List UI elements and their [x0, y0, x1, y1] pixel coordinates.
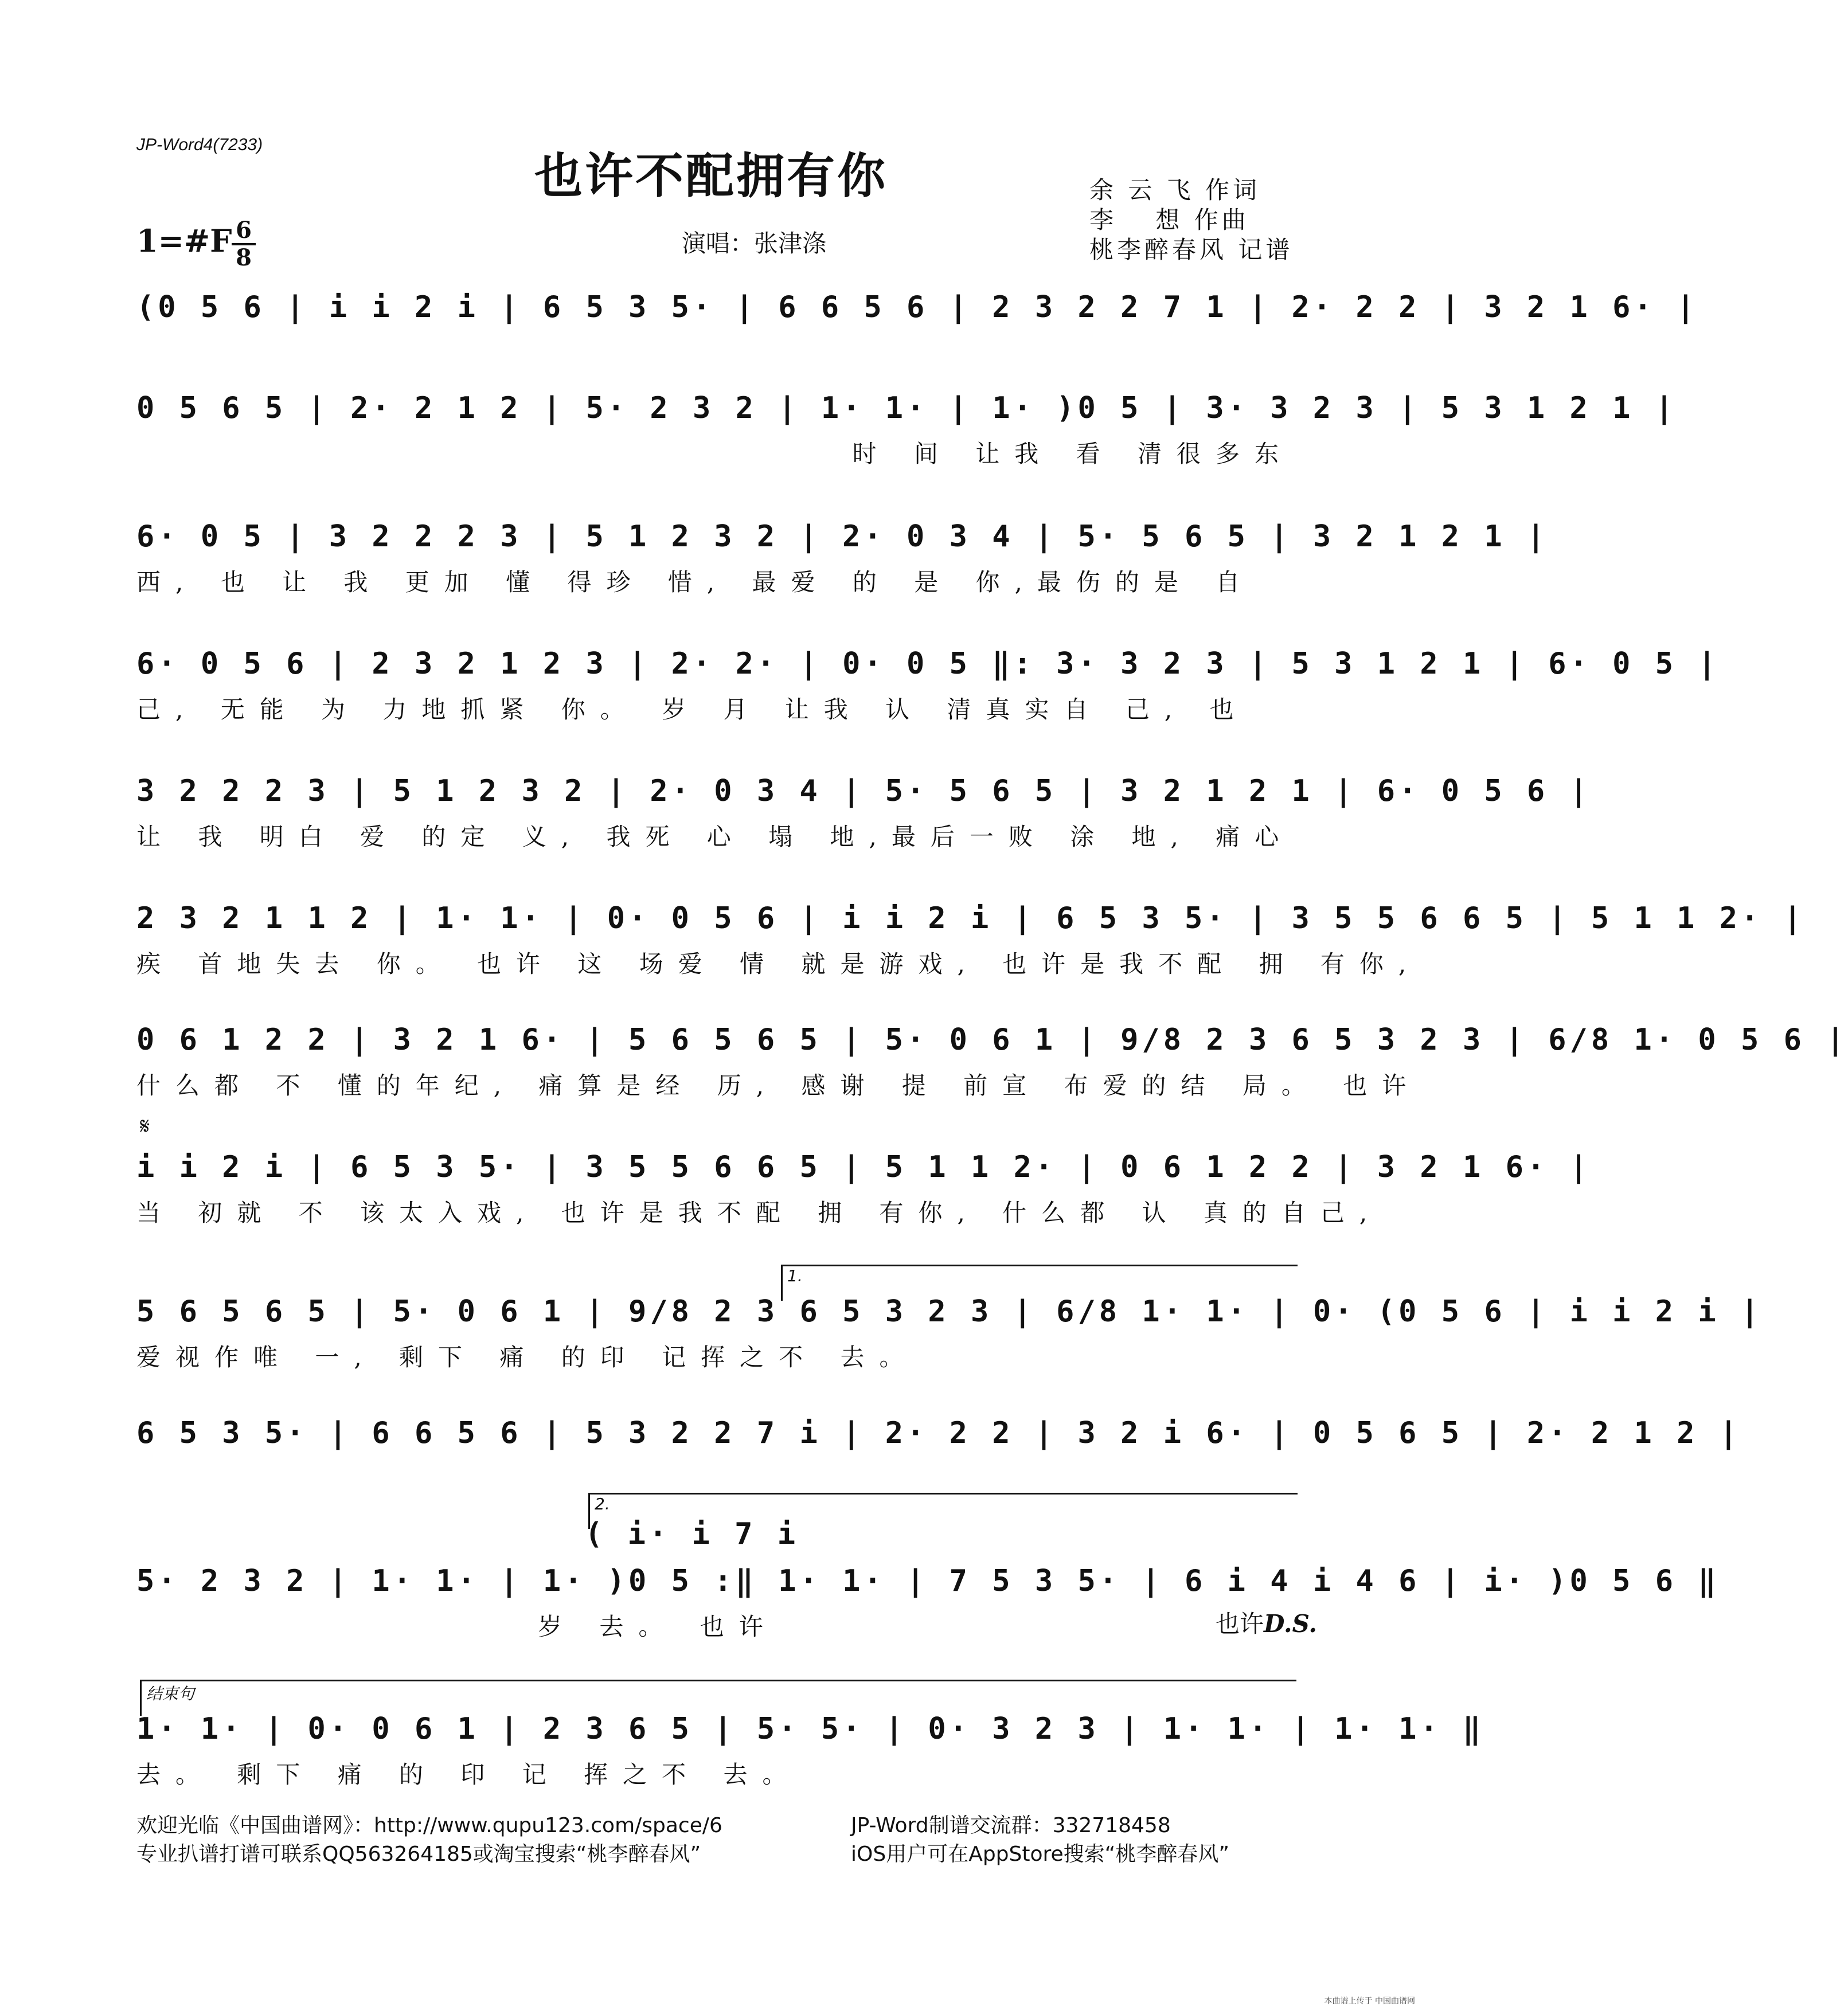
software-tag: JP-Word4(7233): [136, 135, 263, 154]
transcriber-credit: 桃李醉春风 记谱: [1089, 236, 1294, 264]
score-line-11: [136, 1560, 1720, 1644]
score-line-2: [136, 388, 1677, 471]
notation: 6· 0 5 | 3 2 2 2 3 | 5 1 2 3 2 | 2· 0 3 4 | 5· 5 6 5 | 3 2 1 2 1 |: [136, 519, 1549, 554]
notation: 0 6 1 2 2 | 3 2 1 6· | 5 6 5 6 5 | 5· 0 6 1 | 9/8 2 3 6 5 3 2 3 | 6/8 1· 0 5 6 |: [136, 1023, 1848, 1057]
lyrics: 西, 也 让 我 更加 懂 得珍 惜, 最爱 的 是 你,最伤的是 自: [136, 568, 1255, 596]
notation: 6 5 3 5· | 6 6 5 6 | 5 3 2 2 7 i | 2· 2 2 | 3 2 i 6· | 0 5 6 5 | 2· 2 1 2 |: [136, 1416, 1741, 1450]
composer-credit: 李 想 作曲: [1089, 206, 1249, 234]
notation: 0 5 6 5 | 2· 2 1 2 | 5· 2 3 2 | 1· 1· | 1· )0 5 | 3· 3 2 3 | 5 3 1 2 1 |: [136, 391, 1677, 425]
time-denominator: 8: [236, 244, 252, 271]
segno-icon: 𝄋: [140, 1113, 150, 1140]
notation: 6· 0 5 6 | 2 3 2 1 2 3 | 2· 2· | 0· 0 5 ‖: 3· 3 2 3 | 5 3 1 2 1 | 6· 0 5 |: [136, 647, 1720, 681]
lyrics: 爱视作唯 一, 剩下 痛 的印 记挥之不 去。: [136, 1343, 919, 1371]
ds-label: D.S.: [1264, 1610, 1318, 1638]
second-ending-label: 2.: [595, 1494, 610, 1513]
score-line-8: [136, 1147, 1591, 1230]
footer-contact: 专业扒谱打谱可联系QQ563264185或淘宝搜索“桃李醉春风”: [136, 1842, 701, 1866]
score-line-10: [136, 1413, 1741, 1454]
lyrics: 什么都 不 懂的年纪, 痛算是经 历, 感谢 提 前宣 布爱的结 局。 也许: [136, 1071, 1421, 1100]
lyrics: 去。 剩下 痛 的 印 记 挥之不 去。: [136, 1760, 802, 1789]
notation: 3 2 2 2 3 | 5 1 2 3 2 | 2· 0 3 4 | 5· 5 6 5 | 3 2 1 2 1 | 6· 0 5 6 |: [136, 774, 1591, 808]
coda-label: 结束句: [146, 1684, 195, 1703]
footer-left: [136, 1812, 722, 1869]
ds-mark: [1216, 1605, 1317, 1640]
score-line-1: [136, 287, 1698, 370]
time-numerator: 6: [236, 217, 252, 244]
footer-right: [851, 1812, 1229, 1869]
lyrics: 时 间 让我 看 清很多东: [852, 440, 1294, 468]
key-signature: 1=#F: [136, 222, 232, 259]
notation: 2 3 2 1 1 2 | 1· 1· | 0· 0 5 6 | i i 2 i | 6 5 3 5· | 3 5 5 6 6 5 | 5 1 1 2· |: [136, 901, 1805, 936]
lyrics: 己, 无能 为 力地抓紧 你。 岁 月 让我 认 清真实自 己, 也: [136, 695, 1249, 723]
lyrics: 让 我 明白 爱 的定 义, 我死 心 塌 地,最后一败 涂 地, 痛心: [136, 823, 1294, 851]
score-line-12: [136, 1708, 1484, 1792]
score-line-9: [136, 1291, 1763, 1375]
performer: 演唱：张津涤: [681, 229, 826, 257]
notation: (0 5 6 | i i 2 i | 6 5 3 5· | 6 6 5 6 | 2 3 2 2 7 1 | 2· 2 2 | 3 2 1 6· |: [136, 290, 1698, 324]
lyrics: [136, 336, 1294, 370]
notation: 5 6 5 6 5 | 5· 0 6 1 | 9/8 2 3 6 5 3 2 3 | 6/8 1· 1· | 0· (0 5 6 | i i 2 i |: [136, 1294, 1763, 1329]
first-ending-label: 1.: [787, 1266, 803, 1285]
credits: [1089, 175, 1293, 265]
score-line-5: [136, 770, 1591, 854]
lyrics: 疾 首地失去 你。 也许 这 场爱 情 就是游戏, 也许是我不配 拥 有你,: [136, 950, 1421, 978]
ds-lyric: 也许: [1216, 1610, 1264, 1638]
watermark: 本曲谱上传于 中国曲谱网: [1324, 1997, 1415, 2006]
second-ending-alt-notes: ( i· i 7 i: [585, 1517, 799, 1551]
score-line-7: [136, 1019, 1848, 1103]
lyrics: 岁 去。 也许: [538, 1613, 778, 1641]
notation: 5· 2 3 2 | 1· 1· | 1· )0 5 :‖ 1· 1· | 7 5 3 5· | 6 i 4 i 4 6 | i· )0 5 6 ‖: [136, 1564, 1720, 1598]
footer-group: JP-Word制谱交流群：332718458: [851, 1814, 1171, 1837]
lyricist-credit: 余 云 飞 作词: [1089, 176, 1261, 204]
footer-site-link[interactable]: 欢迎光临《中国曲谱网》：http://www.qupu123.com/space/6: [136, 1814, 722, 1837]
song-title: 也许不配拥有你: [534, 148, 888, 204]
notation: i i 2 i | 6 5 3 5· | 3 5 5 6 6 5 | 5 1 1 2· | 0 6 1 2 2 | 3 2 1 6· |: [136, 1150, 1591, 1184]
notation: 1· 1· | 0· 0 6 1 | 2 3 6 5 | 5· 5· | 0· 3 2 3 | 1· 1· | 1· 1· ‖: [136, 1712, 1484, 1746]
lyrics: 当 初就 不 该太入戏, 也许是我不配 拥 有你, 什么都 认 真的自己,: [136, 1199, 1382, 1227]
score-line-4: [136, 643, 1720, 727]
score-line-6: [136, 898, 1805, 981]
footer-ios: iOS用户可在AppStore搜索“桃李醉春风”: [851, 1842, 1229, 1866]
score-line-3: [136, 516, 1549, 600]
